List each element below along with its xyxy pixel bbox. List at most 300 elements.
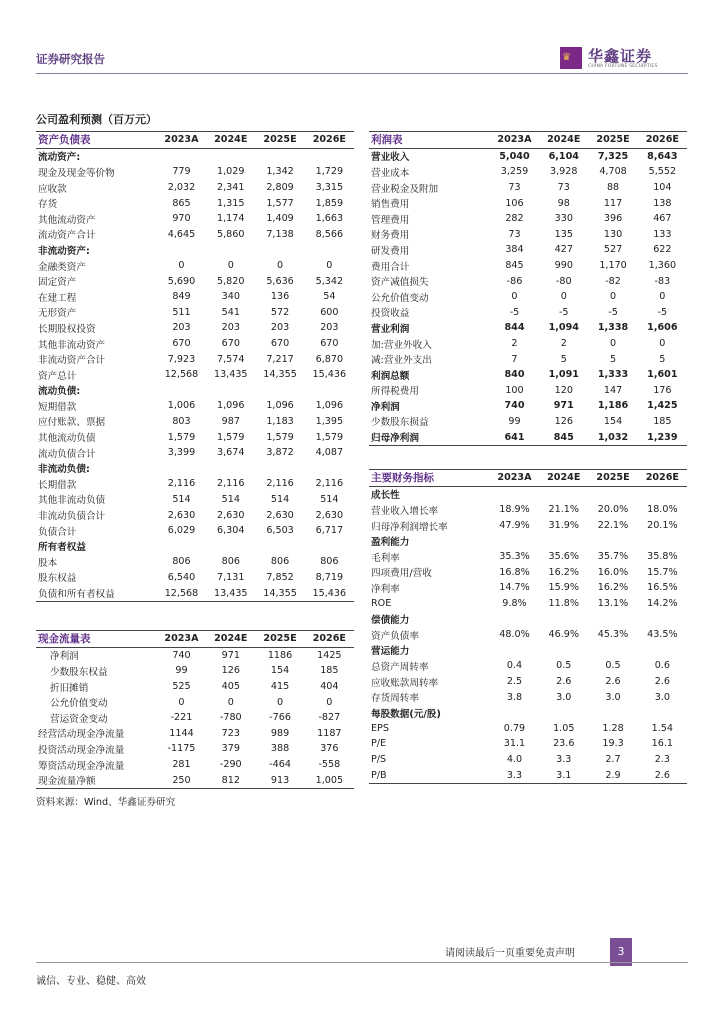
row-label: 折旧摊销 bbox=[50, 682, 89, 694]
row-label: 成长性 bbox=[371, 490, 400, 502]
row-label: 现金及现金等价物 bbox=[38, 167, 115, 179]
row-label: 每股数据(元/股) bbox=[371, 708, 441, 720]
row-label: 流动资产合计 bbox=[38, 230, 96, 242]
cell-value: 13.1% bbox=[597, 598, 629, 610]
cell-value: -5 bbox=[657, 306, 668, 318]
cell-value: 0 bbox=[609, 291, 617, 303]
cell-value bbox=[588, 533, 637, 549]
cell-value: 779 bbox=[172, 166, 191, 178]
cell-value: 73 bbox=[508, 182, 521, 194]
cell-value bbox=[638, 705, 687, 721]
cell-value: 15,436 bbox=[305, 585, 354, 601]
cell-value bbox=[539, 611, 588, 627]
row-label: 营运资金变动 bbox=[50, 713, 108, 725]
row-label: 应收账款周转率 bbox=[371, 677, 439, 689]
year-header: 2024E bbox=[206, 132, 255, 149]
cell-value: -82 bbox=[605, 275, 621, 287]
cell-value: 1144 bbox=[169, 727, 194, 739]
logo-icon: ♛ bbox=[560, 47, 582, 69]
cell-value: 250 bbox=[157, 772, 206, 788]
cell-value: 5 bbox=[659, 353, 666, 365]
table-row bbox=[369, 767, 687, 783]
row-label: 公允价值变动 bbox=[50, 698, 108, 710]
row-label: 其他非流动负债 bbox=[38, 495, 106, 507]
header-title: 证券研究报告 bbox=[36, 52, 105, 66]
cell-value bbox=[305, 460, 354, 476]
cell-value: 20.0% bbox=[597, 504, 629, 516]
cell-value: 2.6 bbox=[654, 676, 670, 688]
cell-value: 5 bbox=[560, 353, 567, 365]
cell-value bbox=[638, 486, 687, 502]
cell-value: 47.9% bbox=[499, 520, 530, 532]
cell-value: 379 bbox=[221, 743, 240, 755]
table-title: 利润表 bbox=[369, 132, 490, 149]
table-row bbox=[369, 674, 687, 690]
cell-value: 0 bbox=[659, 338, 666, 350]
cell-value: 1,183 bbox=[266, 415, 294, 427]
table-row bbox=[36, 289, 354, 305]
table-row bbox=[36, 679, 354, 695]
cell-value: 154 bbox=[270, 665, 290, 677]
cell-value bbox=[638, 611, 687, 627]
year-header: 2025E bbox=[588, 470, 637, 487]
cell-value: 2,630 bbox=[167, 509, 196, 521]
balance-sheet-table bbox=[36, 131, 354, 602]
table-row bbox=[369, 258, 687, 274]
row-label: 少数股东权益 bbox=[50, 666, 108, 678]
row-label: 股本 bbox=[38, 557, 58, 569]
cell-value: 19.3 bbox=[602, 738, 624, 750]
row-label: 非流动资产合计 bbox=[38, 355, 106, 367]
cell-value: 740 bbox=[504, 400, 525, 412]
cell-value: 1,333 bbox=[597, 369, 629, 381]
cell-value: 467 bbox=[653, 213, 672, 225]
page-title: 公司盈利预测（百万元） bbox=[36, 113, 157, 126]
cell-value: 1,338 bbox=[597, 322, 629, 334]
cell-value: 22.1% bbox=[597, 520, 629, 532]
cell-value: 2,630 bbox=[266, 509, 294, 521]
table-row bbox=[369, 273, 687, 289]
row-label: 投资活动现金净流量 bbox=[38, 744, 125, 756]
table-row bbox=[36, 710, 354, 726]
year-header: 2023A bbox=[490, 132, 539, 149]
cell-value bbox=[255, 148, 304, 164]
row-label: 资产减值损失 bbox=[371, 277, 429, 289]
row-label: 流动负债: bbox=[38, 386, 81, 398]
cell-value: 6,104 bbox=[548, 150, 579, 162]
row-label: 应收款 bbox=[38, 183, 67, 195]
cell-value: 514 bbox=[172, 493, 191, 505]
table-row bbox=[369, 502, 687, 518]
cell-value bbox=[588, 705, 637, 721]
cell-value: 812 bbox=[206, 772, 255, 788]
year-header: 2026E bbox=[638, 470, 687, 487]
table-title: 资产负债表 bbox=[36, 132, 157, 149]
cell-value: 670 bbox=[172, 338, 191, 350]
cell-value: 117 bbox=[603, 197, 623, 209]
cell-value: 0 bbox=[511, 291, 518, 303]
cell-value: 203 bbox=[221, 322, 240, 334]
table-row bbox=[36, 351, 354, 367]
table-header-row bbox=[36, 132, 354, 149]
cell-value bbox=[255, 460, 304, 476]
cell-value: 1.28 bbox=[602, 722, 624, 734]
cell-value: 16.0% bbox=[597, 566, 629, 578]
table-row bbox=[369, 429, 687, 445]
cell-value: -5 bbox=[509, 306, 520, 318]
row-label: 非流动负债: bbox=[38, 464, 90, 476]
row-label: 研发费用 bbox=[371, 245, 410, 257]
cell-value: 14.2% bbox=[647, 598, 678, 610]
cell-value: 5,342 bbox=[315, 275, 344, 287]
cell-value: 0 bbox=[560, 291, 567, 303]
year-header: 2026E bbox=[305, 132, 354, 149]
row-label: 减:营业外支出 bbox=[371, 355, 432, 367]
row-label: 费用合计 bbox=[371, 261, 410, 273]
cell-value: 1,579 bbox=[266, 431, 294, 443]
cell-value: 3,399 bbox=[167, 447, 196, 459]
row-label: 固定资产 bbox=[38, 277, 77, 289]
cell-value: 2 bbox=[560, 338, 567, 350]
cell-value: 35.8% bbox=[647, 551, 678, 563]
cell-value: 7 bbox=[511, 353, 518, 365]
cell-value: 5,860 bbox=[217, 228, 245, 240]
income-statement-table bbox=[369, 131, 687, 446]
table-row bbox=[369, 549, 687, 565]
cell-value: 2 bbox=[511, 338, 518, 350]
cell-value: 415 bbox=[270, 681, 290, 693]
row-label: 公允价值变动 bbox=[371, 292, 429, 304]
row-label: 总资产周转率 bbox=[371, 661, 429, 673]
cell-value: 803 bbox=[172, 415, 191, 427]
table-row bbox=[369, 305, 687, 321]
cell-value: 7,852 bbox=[266, 571, 294, 583]
cell-value bbox=[588, 643, 637, 659]
table-row bbox=[36, 305, 354, 321]
cell-value: 971 bbox=[221, 649, 240, 661]
cell-value: 15.9% bbox=[548, 582, 579, 594]
row-label: 销售费用 bbox=[371, 199, 410, 211]
row-label: 经营活动现金净流量 bbox=[38, 729, 125, 741]
cell-value: 35.6% bbox=[548, 551, 579, 563]
cell-value: 670 bbox=[320, 338, 339, 350]
cell-value: 203 bbox=[172, 322, 191, 334]
row-label: 盈利能力 bbox=[371, 537, 410, 549]
row-label: ROE bbox=[371, 598, 392, 610]
cell-value: 8,566 bbox=[315, 228, 344, 240]
cell-value: 1.54 bbox=[651, 722, 674, 734]
key-indicators-table bbox=[369, 469, 687, 784]
table-row bbox=[36, 429, 354, 445]
cell-value: 384 bbox=[505, 244, 524, 256]
cell-value: 0 bbox=[659, 291, 666, 303]
table-row bbox=[36, 585, 354, 601]
cell-value: 7,574 bbox=[217, 353, 245, 365]
cell-value: 806 bbox=[172, 556, 191, 568]
cell-value: 388 bbox=[270, 743, 290, 755]
cell-value: 8,719 bbox=[315, 571, 344, 583]
cell-value bbox=[490, 533, 539, 549]
cell-value: 98 bbox=[557, 197, 570, 209]
row-label: 长期借款 bbox=[38, 479, 77, 491]
source-note: 资料来源：Wind、华鑫证券研究 bbox=[36, 797, 176, 808]
row-label: 负债和所有者权益 bbox=[36, 585, 157, 601]
cell-value: 35.3% bbox=[499, 551, 530, 563]
cell-value: 670 bbox=[221, 338, 240, 350]
year-header: 2025E bbox=[255, 132, 304, 149]
cell-value: 23.6 bbox=[553, 738, 575, 750]
year-header: 2026E bbox=[305, 631, 354, 648]
cell-value: 185 bbox=[320, 665, 339, 677]
cell-value: 1,186 bbox=[597, 400, 629, 412]
cell-value: 136 bbox=[270, 291, 290, 303]
cell-value: -5 bbox=[608, 306, 618, 318]
cell-value: 31.1 bbox=[503, 738, 526, 750]
row-label: 非流动资产: bbox=[38, 245, 90, 257]
table-row bbox=[369, 148, 687, 164]
cell-value: 396 bbox=[603, 213, 623, 225]
year-header: 2024E bbox=[539, 132, 588, 149]
cell-value: 21.1% bbox=[548, 504, 579, 516]
cell-value: 511 bbox=[172, 306, 191, 318]
table-row bbox=[36, 445, 354, 461]
footer-divider bbox=[36, 962, 688, 963]
table-row bbox=[369, 211, 687, 227]
table-row bbox=[36, 570, 354, 586]
cell-value: 3.0 bbox=[654, 691, 670, 703]
table-row bbox=[36, 398, 354, 414]
cell-value: 1,579 bbox=[217, 431, 245, 443]
row-label: 净利润 bbox=[371, 401, 400, 413]
cell-value: 120 bbox=[554, 384, 573, 396]
cell-value: 525 bbox=[172, 681, 191, 693]
cell-value: 35.7% bbox=[597, 551, 629, 563]
cell-value: 7,325 bbox=[597, 150, 629, 162]
table-row bbox=[369, 320, 687, 336]
cell-value: 73 bbox=[508, 228, 521, 240]
row-label: P/E bbox=[371, 738, 387, 750]
cell-value: 1425 bbox=[317, 649, 342, 661]
cell-value: 4,708 bbox=[599, 166, 627, 178]
cell-value: 18.9% bbox=[499, 504, 530, 516]
cell-value: 14.7% bbox=[499, 582, 530, 594]
cell-value: 527 bbox=[603, 244, 623, 256]
year-header: 2023A bbox=[490, 470, 539, 487]
cell-value: 1187 bbox=[317, 727, 342, 739]
table-row bbox=[36, 460, 354, 476]
cell-value: 913 bbox=[255, 772, 304, 788]
cell-value: 18.0% bbox=[647, 504, 678, 516]
cash-flow-table bbox=[36, 630, 354, 789]
row-label: 存货周转率 bbox=[371, 693, 419, 705]
cell-value: -766 bbox=[269, 712, 291, 724]
cell-value: 1,395 bbox=[315, 415, 344, 427]
row-label: 其他流动资产 bbox=[38, 214, 96, 226]
cell-value: 281 bbox=[172, 759, 191, 771]
table-row bbox=[369, 736, 687, 752]
row-label: 营业收入增长率 bbox=[371, 505, 439, 517]
cell-value bbox=[638, 643, 687, 659]
cell-value: 0.5 bbox=[605, 660, 621, 672]
cell-value: 5,820 bbox=[217, 275, 245, 287]
cell-value: 1,729 bbox=[315, 166, 344, 178]
table-row bbox=[36, 320, 354, 336]
cell-value: 1,032 bbox=[588, 429, 637, 445]
table-row bbox=[36, 414, 354, 430]
cell-value: 73 bbox=[557, 182, 570, 194]
footer-disclaimer[interactable]: 请阅读最后一页重要免责声明 bbox=[445, 948, 575, 959]
row-label: EPS bbox=[371, 722, 389, 734]
cell-value: 514 bbox=[270, 493, 290, 505]
table-row bbox=[36, 242, 354, 258]
cell-value: -221 bbox=[170, 712, 193, 724]
cell-value bbox=[206, 242, 255, 258]
row-label: 资产负债率 bbox=[371, 630, 419, 642]
cell-value: 138 bbox=[653, 197, 672, 209]
row-label: 筹资活动现金净流量 bbox=[38, 760, 125, 772]
cell-value: 104 bbox=[653, 182, 672, 194]
cell-value: 845 bbox=[539, 429, 588, 445]
row-label: 营业成本 bbox=[371, 167, 410, 179]
cell-value: 1.05 bbox=[553, 722, 575, 734]
table-title: 主要财务指标 bbox=[369, 470, 490, 487]
table-row bbox=[36, 195, 354, 211]
cell-value: 15.7% bbox=[647, 566, 678, 578]
cell-value: -827 bbox=[318, 712, 341, 724]
cell-value: 13,435 bbox=[213, 369, 248, 381]
cell-value: 12,568 bbox=[164, 369, 199, 381]
cell-value: 0.5 bbox=[556, 660, 572, 672]
cell-value: 6,029 bbox=[167, 525, 196, 537]
cell-value: 1,425 bbox=[647, 400, 678, 412]
cell-value: -780 bbox=[219, 712, 242, 724]
cell-value bbox=[490, 486, 539, 502]
cell-value: 4,645 bbox=[167, 228, 196, 240]
cell-value bbox=[157, 242, 206, 258]
row-label: 利润总额 bbox=[371, 370, 410, 382]
cell-value bbox=[490, 643, 539, 659]
cell-value: 1,029 bbox=[217, 166, 245, 178]
cell-value: 405 bbox=[221, 681, 240, 693]
cell-value: 203 bbox=[320, 322, 339, 334]
cell-value: 5 bbox=[609, 353, 617, 365]
cell-value: 2,341 bbox=[217, 182, 245, 194]
cell-value: 3,674 bbox=[217, 447, 245, 459]
cell-value: 427 bbox=[554, 244, 573, 256]
row-label: 其他非流动资产 bbox=[38, 339, 106, 351]
cell-value: 147 bbox=[603, 384, 623, 396]
cell-value bbox=[255, 383, 304, 399]
cell-value: 7,138 bbox=[266, 228, 294, 240]
cell-value bbox=[539, 486, 588, 502]
year-header: 2025E bbox=[255, 631, 304, 648]
cell-value: 4.0 bbox=[506, 753, 523, 765]
table-row bbox=[36, 336, 354, 352]
cell-value: 3,872 bbox=[266, 447, 294, 459]
cell-value: 806 bbox=[221, 556, 240, 568]
cell-value: 514 bbox=[320, 493, 339, 505]
table-row bbox=[369, 627, 687, 643]
cell-value: 2.6 bbox=[605, 676, 621, 688]
row-label: P/S bbox=[371, 753, 387, 765]
cell-value: 5,040 bbox=[499, 150, 530, 162]
cell-value: 8,643 bbox=[647, 150, 678, 162]
table-row bbox=[36, 694, 354, 710]
header-divider bbox=[36, 73, 688, 74]
cell-value: 126 bbox=[221, 665, 240, 677]
cell-value: 185 bbox=[653, 415, 672, 427]
row-label: 短期借款 bbox=[38, 401, 77, 413]
cell-value: 3.3 bbox=[490, 767, 539, 783]
cell-value bbox=[206, 383, 255, 399]
row-label: 金融类资产 bbox=[38, 261, 86, 273]
table-row bbox=[36, 538, 354, 554]
cell-value: 1,579 bbox=[315, 431, 344, 443]
cell-value: 1,096 bbox=[266, 400, 294, 412]
row-label: 在建工程 bbox=[38, 292, 77, 304]
cell-value: 0 bbox=[326, 260, 333, 272]
table-row bbox=[369, 518, 687, 534]
cell-value: 1,859 bbox=[315, 197, 344, 209]
cell-value bbox=[305, 538, 354, 554]
row-label: 少数股东损益 bbox=[371, 417, 429, 429]
cell-value: 2.6 bbox=[556, 676, 572, 688]
row-label: 毛利率 bbox=[371, 552, 400, 564]
row-label: 资产总计 bbox=[38, 370, 77, 382]
cell-value: 126 bbox=[554, 415, 573, 427]
cell-value: 31.9% bbox=[548, 520, 579, 532]
table-row bbox=[369, 289, 687, 305]
logo-subtitle: CHINA FORTUNE SECURITIES bbox=[588, 64, 658, 69]
cell-value bbox=[490, 611, 539, 627]
cell-value: -83 bbox=[654, 275, 671, 287]
table-header-row bbox=[36, 631, 354, 648]
cell-value: 4,087 bbox=[315, 447, 344, 459]
brand-logo bbox=[560, 45, 690, 71]
cell-value: 99 bbox=[508, 415, 521, 427]
table-row bbox=[36, 507, 354, 523]
row-label: 现金流量净额 bbox=[36, 772, 157, 788]
table-row bbox=[36, 273, 354, 289]
cell-value: 6,540 bbox=[167, 571, 196, 583]
cell-value bbox=[305, 148, 354, 164]
cell-value: 2.3 bbox=[654, 753, 670, 765]
table-row bbox=[369, 195, 687, 211]
cell-value: 133 bbox=[653, 228, 672, 240]
cell-value: 990 bbox=[554, 260, 573, 272]
row-label: 净利率 bbox=[371, 583, 400, 595]
row-label: 财务费用 bbox=[371, 230, 410, 242]
cell-value: 1,601 bbox=[647, 369, 678, 381]
table-row bbox=[369, 752, 687, 768]
cell-value: 1,094 bbox=[548, 322, 579, 334]
cell-value bbox=[157, 383, 206, 399]
cell-value bbox=[305, 242, 354, 258]
table-row bbox=[369, 383, 687, 399]
cell-value: 5,552 bbox=[648, 166, 677, 178]
cell-value: 1,091 bbox=[548, 369, 579, 381]
cell-value: 15,436 bbox=[312, 369, 347, 381]
table-row bbox=[369, 242, 687, 258]
cell-value: 622 bbox=[653, 244, 672, 256]
cell-value: 989 bbox=[270, 727, 290, 739]
row-label: 管理费用 bbox=[371, 214, 410, 226]
cell-value: 865 bbox=[172, 197, 191, 209]
cell-value: 46.9% bbox=[548, 629, 579, 641]
year-header: 2024E bbox=[539, 470, 588, 487]
cell-value: 1,579 bbox=[167, 431, 196, 443]
cell-value: 135 bbox=[554, 228, 573, 240]
